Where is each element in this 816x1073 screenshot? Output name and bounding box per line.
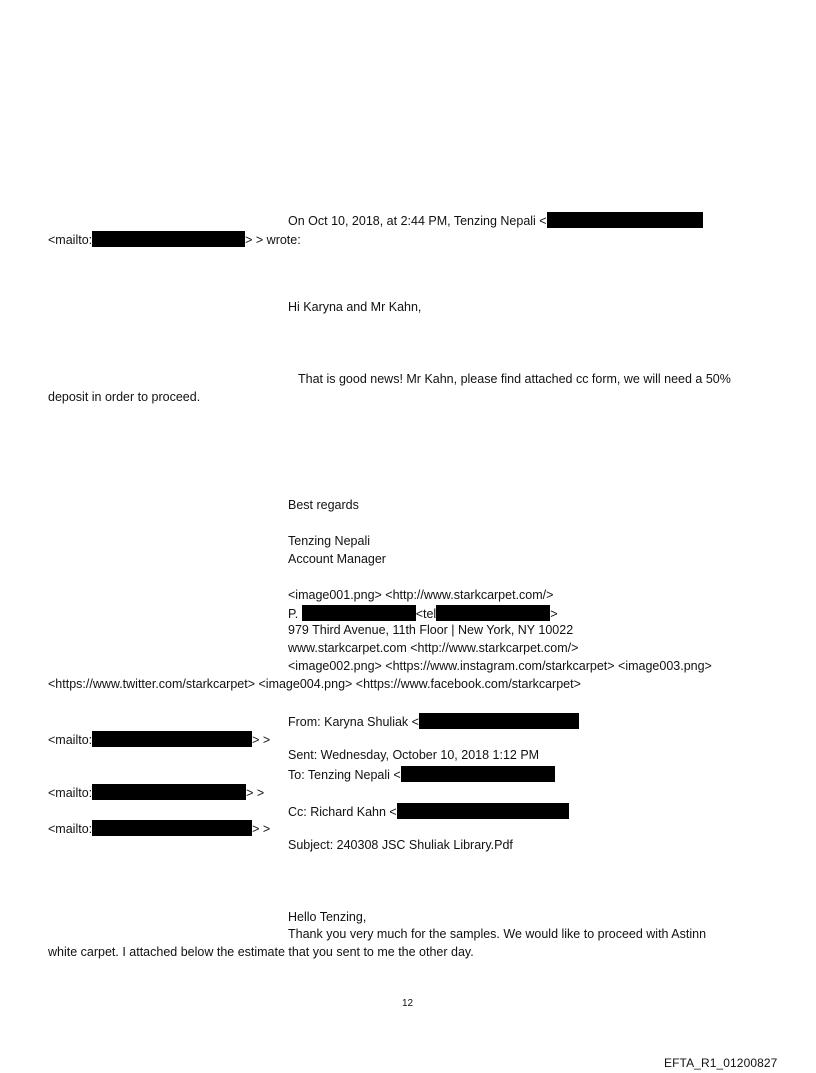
redaction-box (419, 713, 579, 729)
address-line: 979 Third Avenue, 11th Floor | New York, NY 10022 (288, 623, 574, 637)
social-links-line-2: <https://www.twitter.com/starkcarpet> <image004.png> <https://www.facebook.com/starkcarpet> (48, 677, 581, 691)
redaction-box (401, 766, 555, 782)
signature-title: Account Manager (288, 552, 386, 566)
greeting: Hi Karyna and Mr Kahn, (288, 300, 422, 314)
from-mailto-line: <mailto: > > (48, 733, 271, 747)
redaction-box (397, 803, 569, 819)
to-mailto-line: <mailto: > > (48, 786, 265, 800)
header-line-1: On Oct 10, 2018, at 2:44 PM, Tenzing Nepali < (288, 212, 703, 229)
page-number: 12 (402, 998, 414, 1009)
reply-greeting: Hello Tenzing, (288, 910, 367, 924)
reply-line-1: Thank you very much for the samples. We would like to proceed with Astinn (288, 927, 707, 941)
cc-line: Cc: Richard Kahn < (288, 803, 569, 820)
header-line-2: <mailto: > > wrote: (48, 233, 301, 247)
subject-line: Subject: 240308 JSC Shuliak Library.Pdf (288, 838, 513, 852)
redaction-box (92, 731, 252, 747)
website-link: www.starkcarpet.com <http://www.starkcarpet.com/> (288, 641, 579, 655)
redaction-box (92, 820, 252, 836)
social-links-line-1: <image002.png> <https://www.instagram.com/starkcarpet> <image003.png> (288, 659, 712, 673)
redaction-box (302, 605, 416, 621)
sent-line: Sent: Wednesday, October 10, 2018 1:12 PM (288, 748, 540, 762)
signature-name: Tenzing Nepali (288, 534, 370, 548)
body-paragraph-line-1: That is good news! Mr Kahn, please find attached cc form, we will need a 50% (298, 372, 731, 386)
logo-link-line: <image001.png> <http://www.starkcarpet.com/> (288, 588, 554, 602)
redaction-box (436, 605, 550, 621)
document-id: EFTA_R1_01200827 (664, 1056, 778, 1070)
reply-line-2: white carpet. I attached below the estimate that you sent to me the other day. (48, 945, 474, 959)
redaction-box (92, 784, 246, 800)
closing: Best regards (288, 498, 359, 512)
to-line: To: Tenzing Nepali < (288, 766, 555, 783)
body-paragraph-line-2: deposit in order to proceed. (48, 390, 201, 404)
redaction-box (92, 231, 245, 247)
redaction-box (547, 212, 703, 228)
cc-mailto-line: <mailto: > > (48, 822, 271, 836)
phone-line: P. <tel > (288, 607, 558, 621)
from-line: From: Karyna Shuliak < (288, 713, 579, 730)
